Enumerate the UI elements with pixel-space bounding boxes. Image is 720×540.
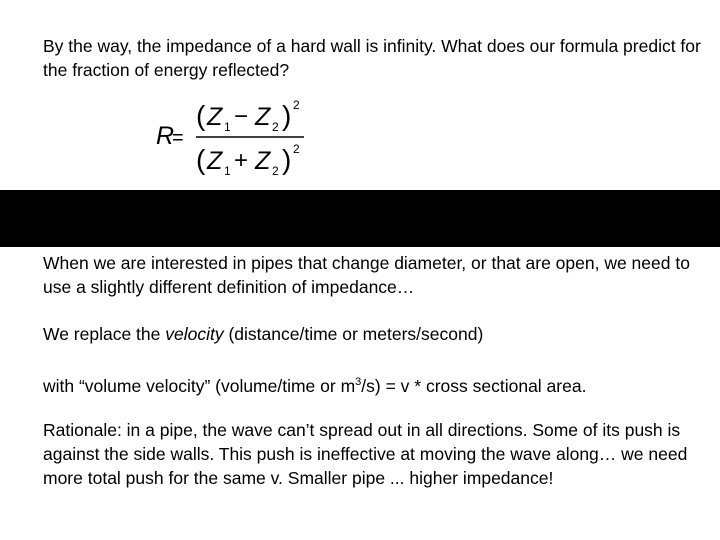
den-lparen: ( bbox=[196, 144, 206, 175]
pipes-paragraph: When we are interested in pipes that change diameter, or that are open, we need to use a slightly different definition of impedance… bbox=[43, 253, 690, 297]
num-exponent: 2 bbox=[293, 98, 300, 112]
volume-velocity-paragraph bbox=[43, 370, 715, 398]
intro-paragraph: By the way, the impedance of a hard wall is infinity. What does our formula predict for the fraction of energy reflected? bbox=[43, 36, 701, 80]
velocity-italic: velocity bbox=[165, 324, 224, 344]
den-sub1: 1 bbox=[224, 164, 231, 178]
den-z2: Z bbox=[255, 147, 271, 175]
den-exponent: 2 bbox=[293, 142, 300, 156]
num-rparen: ) bbox=[282, 100, 292, 131]
velocity-post: (distance/time or meters/second) bbox=[223, 324, 484, 344]
num-lparen: ( bbox=[196, 100, 206, 131]
den-rparen: ) bbox=[282, 144, 292, 175]
num-sub1: 1 bbox=[224, 120, 231, 134]
volume-pre: with “volume velocity” (volume/time or m bbox=[43, 375, 356, 396]
volume-superscript: 3 bbox=[355, 376, 362, 388]
volume-post: /s) = v * cross sectional area. bbox=[361, 375, 587, 396]
den-z1: Z bbox=[207, 147, 223, 175]
reflection-formula bbox=[154, 94, 314, 186]
num-sub2: 2 bbox=[272, 120, 279, 134]
den-plus: + bbox=[234, 147, 249, 174]
num-z1: Z bbox=[207, 103, 223, 131]
num-minus: − bbox=[234, 103, 249, 130]
rationale-paragraph: Rationale: in a pipe, the wave can’t spread out in all directions. Some of its push is against the side walls. This push is ineffective at moving the wave along… we need more total push for the same v. Smaller pipe ... higher impedance! bbox=[43, 420, 688, 488]
den-sub2: 2 bbox=[272, 164, 279, 178]
num-z2: Z bbox=[255, 103, 271, 131]
velocity-paragraph bbox=[43, 322, 715, 346]
black-bar bbox=[0, 190, 720, 247]
formula-equals: = bbox=[172, 127, 184, 149]
velocity-pre: We replace the bbox=[43, 324, 166, 344]
formula-lhs: R bbox=[156, 122, 175, 150]
